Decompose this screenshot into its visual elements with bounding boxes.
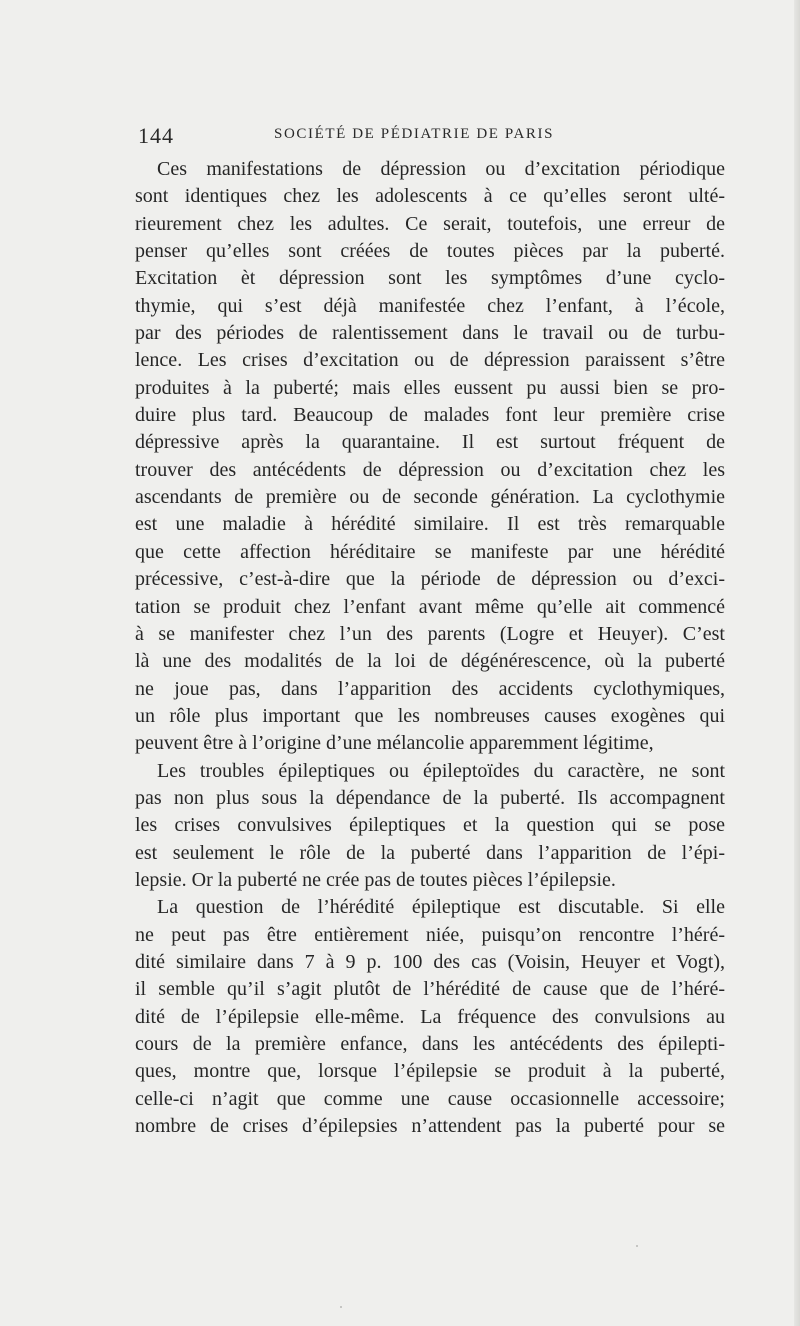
text-line: produites à la puberté; mais elles eussent pu aussi bien se pro-	[135, 376, 725, 399]
text-line: lence. Les crises d’excitation ou de dépression paraissent s’être	[135, 349, 725, 372]
running-head: SOCIÉTÉ DE PÉDIATRIE DE PARIS	[274, 126, 555, 142]
text-line: que cette affection héréditaire se manifeste par une hérédité	[135, 540, 725, 563]
text-line: celle-ci n’agit que comme une cause occasionnelle accessoire;	[135, 1087, 725, 1110]
text-line: à se manifester chez l’un des parents (Logre et Heuyer). C’est	[135, 622, 725, 645]
text-line: thymie, qui s’est déjà manifestée chez l’enfant, à l’école,	[135, 294, 725, 317]
text-line: dité de l’épilepsie elle-même. La fréquence des convulsions au	[135, 1005, 725, 1028]
text-line: lepsie. Or la puberté ne crée pas de toutes pièces l’épilepsie.	[135, 868, 616, 891]
text-line: peuvent être à l’origine d’une mélancolie apparemment légitime,	[135, 732, 654, 755]
page-edge	[794, 0, 800, 1326]
text-line: les crises convulsives épileptiques et la question qui se pose	[135, 814, 725, 837]
text-line: Les troubles épileptiques ou épileptoïdes du caractère, ne sont	[157, 759, 725, 782]
text-line: dité similaire dans 7 à 9 p. 100 des cas (Voisin, Heuyer et Vogt),	[135, 950, 725, 973]
text-line: La question de l’hérédité épileptique est discutable. Si elle	[157, 896, 725, 919]
text-line: penser qu’elles sont créées de toutes pièces par la puberté.	[135, 240, 725, 263]
text-line: Excitation èt dépression sont les symptômes d’une cyclo-	[135, 267, 725, 290]
text-line: rieurement chez les adultes. Ce serait, toutefois, une erreur de	[135, 212, 725, 235]
text-line: ascendants de première ou de seconde génération. La cyclothymie	[135, 486, 725, 509]
page-number: 144	[138, 123, 174, 148]
text-line: trouver des antécédents de dépression ou d’excitation chez les	[135, 458, 725, 481]
text-line: est une maladie à hérédité similaire. Il est très remarquable	[135, 513, 725, 536]
text-line: ne peut pas être entièrement niée, puisqu’on rencontre l’héré-	[135, 923, 725, 946]
text-line: là une des modalités de la loi de dégénérescence, où la puberté	[135, 650, 725, 673]
text-line: tation se produit chez l’enfant avant même qu’elle ait commencé	[135, 595, 725, 618]
text-line: dépressive après la quarantaine. Il est surtout fréquent de	[135, 431, 725, 454]
page-header	[138, 123, 728, 151]
text-line: un rôle plus important que les nombreuses causes exogènes qui	[135, 704, 725, 727]
text-line: est seulement le rôle de la puberté dans l’apparition de l’épi-	[135, 841, 725, 864]
text-line: ne joue pas, dans l’apparition des accidents cyclothymiques,	[135, 677, 725, 700]
text-line: sont identiques chez les adolescents à ce qu’elles seront ulté-	[135, 185, 725, 208]
paper-speck	[340, 1306, 342, 1308]
text-line: précessive, c’est-à-dire que la période de dépression ou d’exci-	[135, 568, 725, 591]
text-line: cours de la première enfance, dans les antécédents des épilepti-	[135, 1033, 725, 1055]
text-line: nombre de crises d’épilepsies n’attendent pas la puberté pour se	[135, 1115, 725, 1138]
body-text	[135, 156, 725, 1140]
text-line: par des périodes de ralentissement dans le travail ou de turbu-	[135, 322, 725, 345]
text-line: il semble qu’il s’agit plutôt de l’hérédité de cause que de l’héré-	[135, 978, 725, 1001]
text-line: duire plus tard. Beaucoup de malades font leur première crise	[135, 404, 725, 427]
paper-speck	[636, 1245, 638, 1247]
text-line: ques, montre que, lorsque l’épilepsie se produit à la puberté,	[135, 1060, 725, 1083]
text-line: pas non plus sous la dépendance de la puberté. Ils accompagnent	[135, 786, 725, 809]
text-line: Ces manifestations de dépression ou d’excitation périodique	[157, 158, 725, 180]
